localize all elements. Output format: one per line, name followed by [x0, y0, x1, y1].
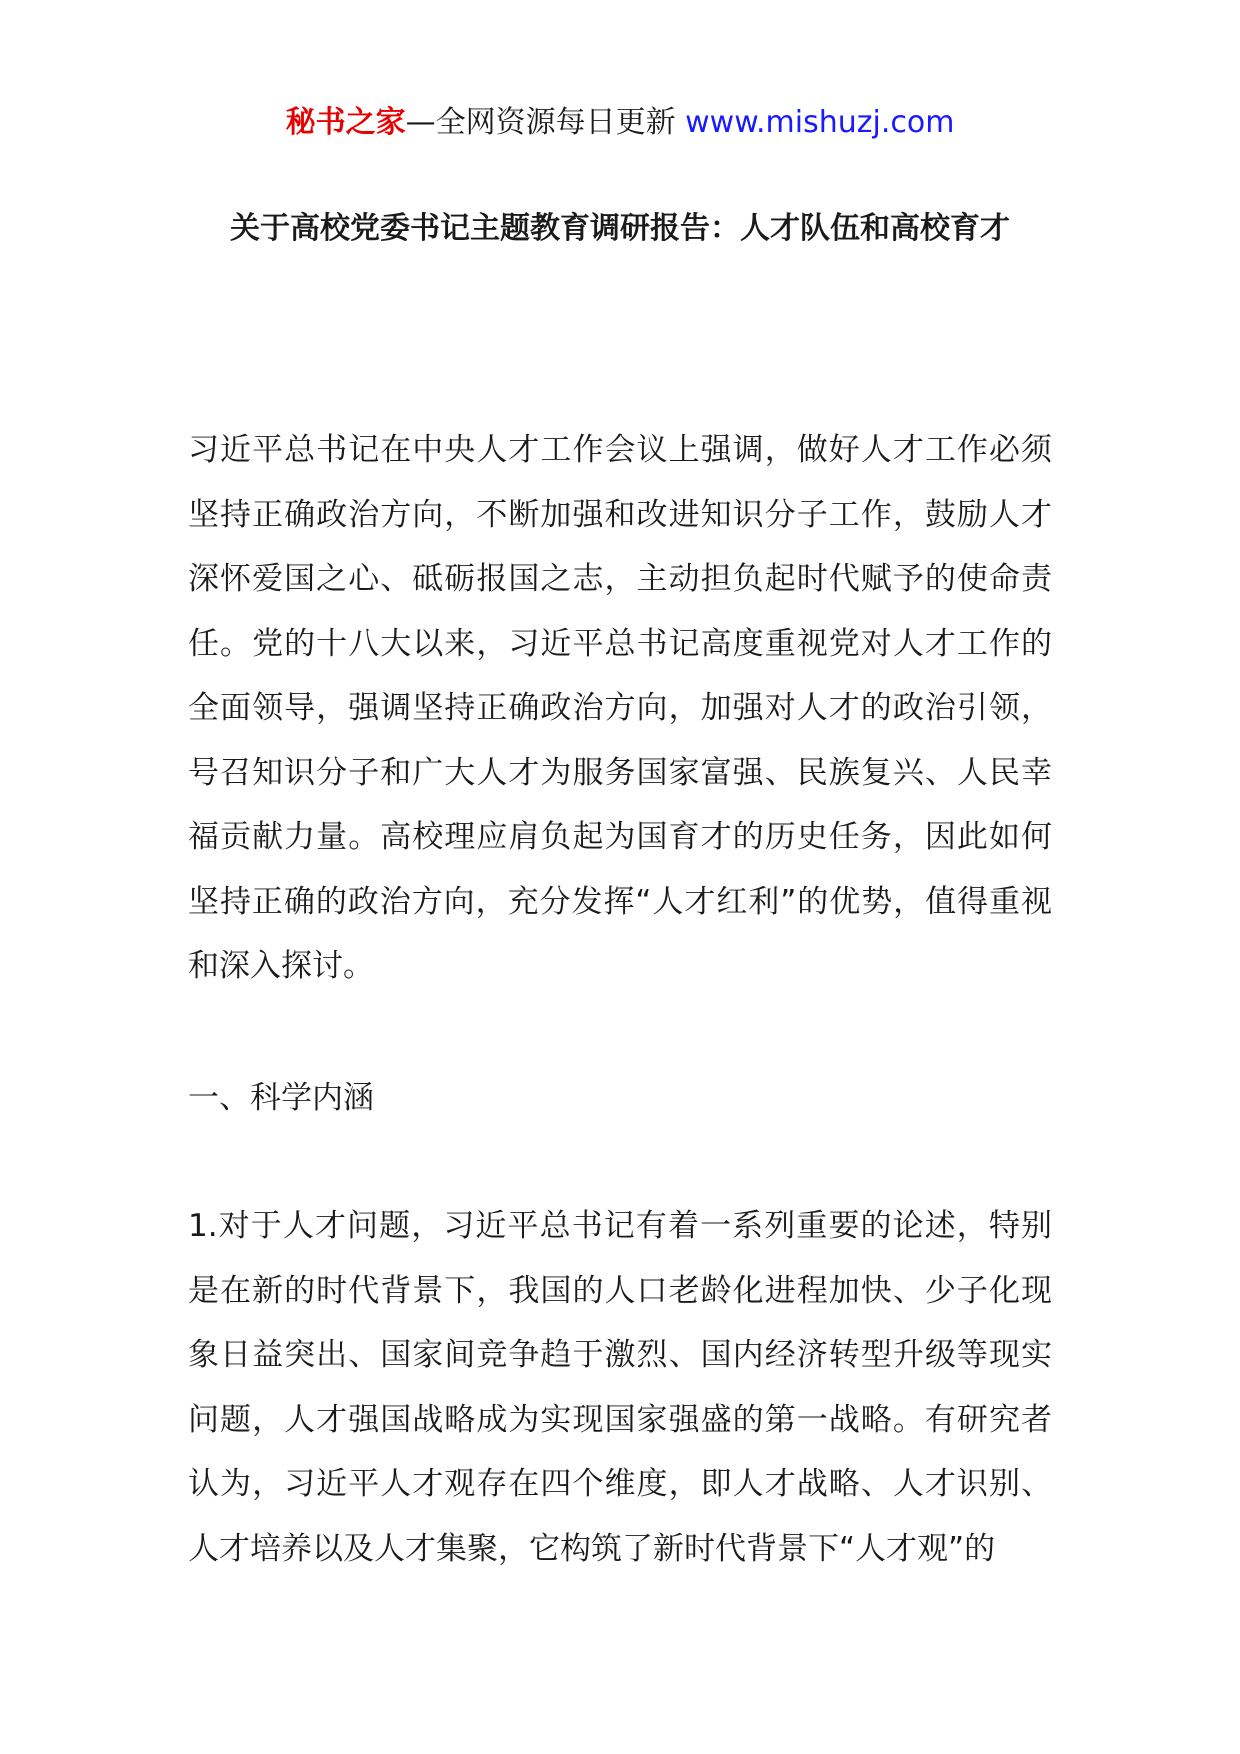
site-brand: 秘书之家	[285, 105, 406, 140]
site-tagline: —全网资源每日更新	[405, 105, 686, 140]
site-header	[0, 100, 1240, 146]
paragraph-intro: 习近平总书记在中央人才工作会议上强调，做好人才工作必须坚持正确政治方向，不断加强和改进知识分子工作，鼓励人才深怀爱国之心、砥砺报国之志，主动担负起时代赋予的使命责任。党的十八大以来，习近平总书记高度重视党对人才工作的全面领导，强调坚持正确政治方向，加强对人才的政治引领，号召知识分子和广大人才为服务国家富强、民族复兴、人民幸福贡献力量。高校理应肩负起为国育才的历史任务，因此如何坚持正确的政治方向，充分发挥“人才红利”的优势，值得重视和深入探讨。	[188, 432, 1052, 984]
section-heading: 一、科学内涵	[188, 1080, 374, 1116]
paragraph-section-1: 1.对于人才问题，习近平总书记有着一系列重要的论述，特别是在新的时代背景下，我国的人口老龄化进程加快、少子化现象日益突出、国家间竞争趋于激烈、国内经济转型升级等现实问题，人才强国战略成为实现国家强盛的第一战略。有研究者认为，习近平人才观存在四个维度，即人才战略、人才识别、人才培养以及人才集聚，它构筑了新时代背景下“人才观”的	[188, 1208, 1052, 1567]
document-title: 关于高校党委书记主题教育调研报告：人才队伍和高校育才	[230, 211, 1010, 246]
site-url-link[interactable]: www.mishuzj.com	[685, 105, 955, 140]
